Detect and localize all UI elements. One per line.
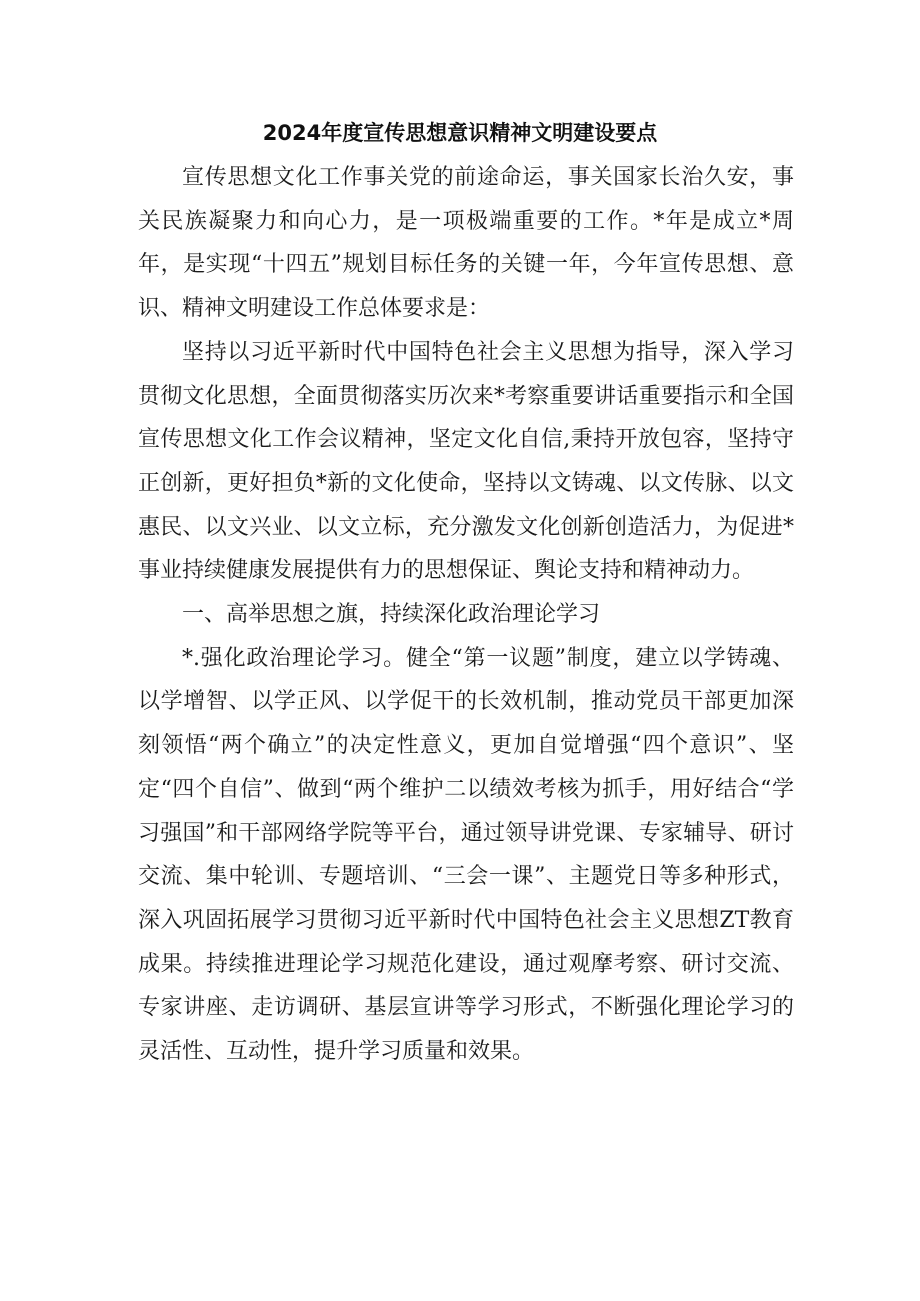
section-paragraph: *.强化政治理论学习。健全“第一议题”制度，建立以学铸魂、以学增智、以学正风、以学促干的长效机制，推动党员干部更加深刻领悟“两个确立”的决定性意义，更加自觉增强“四个意识”、坚定“四个自信”、做到“两个维护二以绩效考核为抓手，用好结合“学习强国”和干部网络学院等平台，通过领导讲党课、专家辅导、研讨交流、集中轮训、专题培训、“三会一课”、主题党日等多种形式，深入巩固拓展学习贯彻习近平新时代中国特色社会主义思想ZT教育成果。持续推进理论学习规范化建设，通过观摩考察、研讨交流、专家讲座、走访调研、基层宣讲等学习形式，不断强化理论学习的灵活性、互动性，提升学习质量和效果。 [138,645,794,1065]
intro-paragraph: 宣传思想文化工作事关党的前途命运，事关国家长治久安，事关民族凝聚力和向心力，是一项极端重要的工作。*年是成立*周年，是实现“十四五”规划目标任务的关键一年，今年宣传思想、意识、精神文明建设工作总体要求是： [138,165,794,322]
guiding-principle-paragraph: 坚持以习近平新时代中国特色社会主义思想为指导，深入学习贯彻文化思想，全面贯彻落实历次来*考察重要讲话重要指示和全国宣传思想文化工作会议精神，坚定文化自信,秉持开放包容，坚持守正创新，更好担负*新的文化使命，坚持以文铸魂、以文传脉、以文惠民、以文兴业、以文立标，充分激发文化创新创造活力，为促进*事业持续健康发展提供有力的思想保证、舆论支持和精神动力。 [138,339,794,584]
document-title: 2024年度宣传思想意识精神文明建设要点 [262,121,658,145]
document-body [138,156,794,1074]
section-heading: 一、高举思想之旗，持续深化政治理论学习 [182,602,601,628]
